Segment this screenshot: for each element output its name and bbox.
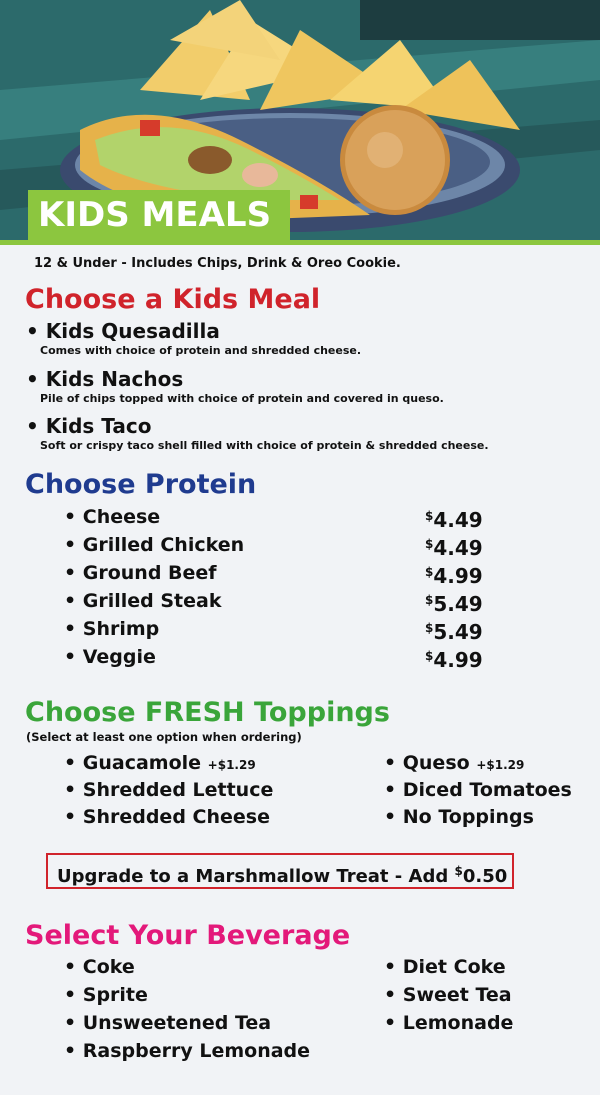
protein-name: • Shrimp [64, 618, 160, 640]
upgrade-price: 0.50 [462, 866, 508, 887]
protein-price [425, 505, 483, 531]
topping-name: • Shredded Cheese [64, 806, 270, 828]
beverage-item: • Lemonade [384, 1012, 514, 1034]
protein-name: • Ground Beef [64, 562, 217, 584]
topping-name: • No Toppings [384, 806, 534, 828]
meal-name: • Kids Nachos [26, 367, 184, 391]
topping-item [64, 752, 256, 776]
beverage-item: • Coke [64, 956, 135, 978]
meal-item [26, 320, 361, 357]
topping-extra-price: +$1.29 [476, 758, 525, 772]
topping-item [64, 806, 270, 828]
toppings-note: (Select at least one option when ordering) [26, 730, 302, 744]
topping-item [384, 779, 572, 801]
meal-description: Pile of chips topped with choice of protein and covered in queso. [40, 392, 444, 405]
hero-accent-bar [0, 240, 600, 245]
protein-price [425, 617, 483, 643]
price-value: 5.49 [433, 620, 483, 644]
protein-name: • Grilled Steak [64, 590, 222, 612]
topping-name: • Queso [384, 752, 470, 774]
currency-symbol: $ [425, 593, 434, 607]
upgrade-text: Upgrade to a Marshmallow Treat - Add [57, 866, 455, 887]
meal-item [26, 368, 444, 405]
marshmallow-upgrade-box [46, 853, 514, 889]
currency-symbol: $ [425, 565, 434, 579]
price-value: 4.49 [433, 536, 483, 560]
meal-description: Comes with choice of protein and shredded cheese. [40, 344, 362, 357]
topping-name: • Guacamole [64, 752, 202, 774]
currency-symbol: $ [425, 621, 434, 635]
topping-name: • Shredded Lettuce [64, 779, 274, 801]
page-subtitle: 12 & Under - Includes Chips, Drink & Oreo Cookie. [34, 256, 401, 271]
currency-symbol: $ [425, 649, 434, 663]
protein-price [425, 533, 483, 559]
meal-name: • Kids Quesadilla [26, 319, 220, 343]
beverage-item: • Raspberry Lemonade [64, 1040, 311, 1062]
toppings-heading: Choose FRESH Toppings [25, 697, 390, 728]
topping-name: • Diced Tomatoes [384, 779, 572, 801]
beverage-item: • Sweet Tea [384, 984, 512, 1006]
protein-name: • Veggie [64, 646, 156, 668]
page-title: KIDS MEALS [28, 190, 290, 240]
topping-extra-price: +$1.29 [207, 758, 256, 772]
price-value: 4.99 [433, 648, 483, 672]
currency-symbol: $ [425, 509, 434, 523]
beverage-item: • Diet Coke [384, 956, 506, 978]
topping-item [64, 779, 273, 801]
beverage-heading: Select Your Beverage [25, 920, 351, 951]
currency-symbol: $ [425, 537, 434, 551]
meal-description: Soft or crispy taco shell filled with choice of protein & shredded cheese. [40, 439, 489, 452]
protein-price [425, 589, 483, 615]
price-value: 4.99 [433, 564, 483, 588]
protein-price [425, 561, 483, 587]
beverage-item: • Unsweetened Tea [64, 1012, 272, 1034]
price-value: 4.49 [433, 508, 483, 532]
protein-name: • Grilled Chicken [64, 534, 245, 556]
protein-price [425, 645, 483, 671]
protein-heading: Choose Protein [25, 469, 257, 500]
topping-item [384, 806, 534, 828]
meals-heading: Choose a Kids Meal [25, 284, 321, 315]
topping-item [384, 752, 524, 776]
meal-name: • Kids Taco [26, 414, 152, 438]
protein-name: • Cheese [64, 506, 161, 528]
meal-item [26, 415, 489, 452]
beverage-item: • Sprite [64, 984, 148, 1006]
price-value: 5.49 [433, 592, 483, 616]
currency-symbol: $ [454, 864, 463, 878]
